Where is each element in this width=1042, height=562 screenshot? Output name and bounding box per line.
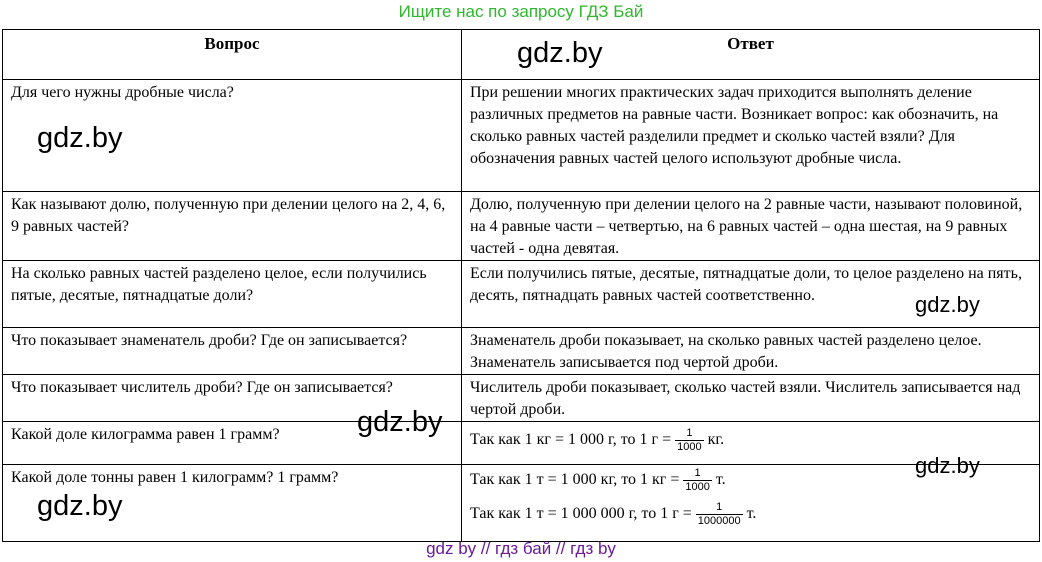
fraction-numerator: 1 [683,467,711,481]
fraction-denominator: 1000000 [697,515,741,527]
question-cell: Какой доле тонны равен 1 килограмм? 1 грамм? [3,465,462,542]
answer-text: Так как 1 т = 1 000 кг, то 1 кг = [470,471,680,489]
answer-text: Так как 1 кг = 1 000 г, то 1 г = [470,431,672,449]
answer-cell: При решении многих практических задач приходится выполнять деление различных предметов на равные части. Возникает вопрос: как обозначить, на сколько равных частей разделили предмет и сколько частей взяли? Для обозначения равных частей целого используют дробные числа. [462,80,1040,192]
answer-cell: Числитель дроби показывает, сколько частей взяли. Числитель записывается над чертой дроби. [462,375,1040,422]
bottom-banner: gdz by // гдз бай // гдз by [426,539,616,558]
watermark: gdz.by [357,406,443,438]
watermark: gdz.by [517,37,603,69]
table-row [3,80,1040,192]
question-cell: Что показывает знаменатель дроби? Где он записывается? [3,328,462,375]
table-row [3,192,1040,261]
table-row [3,328,1040,375]
table-row [3,261,1040,328]
fraction [683,467,711,494]
fraction-numerator: 1 [696,501,743,515]
question-cell: Что показывает числитель дроби? Где он записывается? [3,375,462,422]
answer-cell: Если получились пятые, десятые, пятнадцатые доли, то целое разделено на пять, десять, пятнадцать равных частей соответственно. [462,261,1040,328]
answer-cell: Долю, полученную при делении целого на 2 равные части, называют половиной, на 4 равные части – четвертью, на 6 равных частей – одна шестая, на 9 равных частей - одна девятая. [462,192,1040,261]
answer-unit: кг. [707,431,725,449]
fraction-denominator: 1000 [677,441,702,453]
watermark: gdz.by [37,490,123,522]
question-cell: Какой доле килограмма равен 1 грамм? [3,422,462,465]
qa-table [2,29,1040,542]
question-cell: Для чего нужны дробные числа? [3,80,462,192]
column-header-question: Вопрос [3,30,462,80]
table-row [3,375,1040,422]
answer-unit: т. [715,471,726,489]
watermark: gdz.by [915,292,980,317]
question-cell: На сколько равных частей разделено целое, если получились пятые, десятые, пятнадцатые доли? [3,261,462,328]
answer-cell: Знаменатель дроби показывает, на сколько равных частей разделено целое. Знаменатель записывается под чертой дроби. [462,328,1040,375]
column-header-answer: Ответ [462,30,1040,80]
fraction-numerator: 1 [675,427,703,441]
watermark: gdz.by [37,122,123,154]
question-cell: Как называют долю, полученную при делении целого на 2, 4, 6, 9 равных частей? [3,192,462,261]
table-row [3,422,1040,465]
fraction [675,427,703,454]
top-search-banner: Ищите нас по запросу ГДЗ Бай [398,2,644,21]
watermark: gdz.by [915,453,980,478]
answer-unit: т. [746,505,757,523]
answer-text: Так как 1 т = 1 000 000 г, то 1 г = [470,505,692,523]
answer-line [470,501,1031,528]
fraction-denominator: 1000 [685,481,710,493]
fraction [696,501,743,528]
table-row [3,465,1040,542]
